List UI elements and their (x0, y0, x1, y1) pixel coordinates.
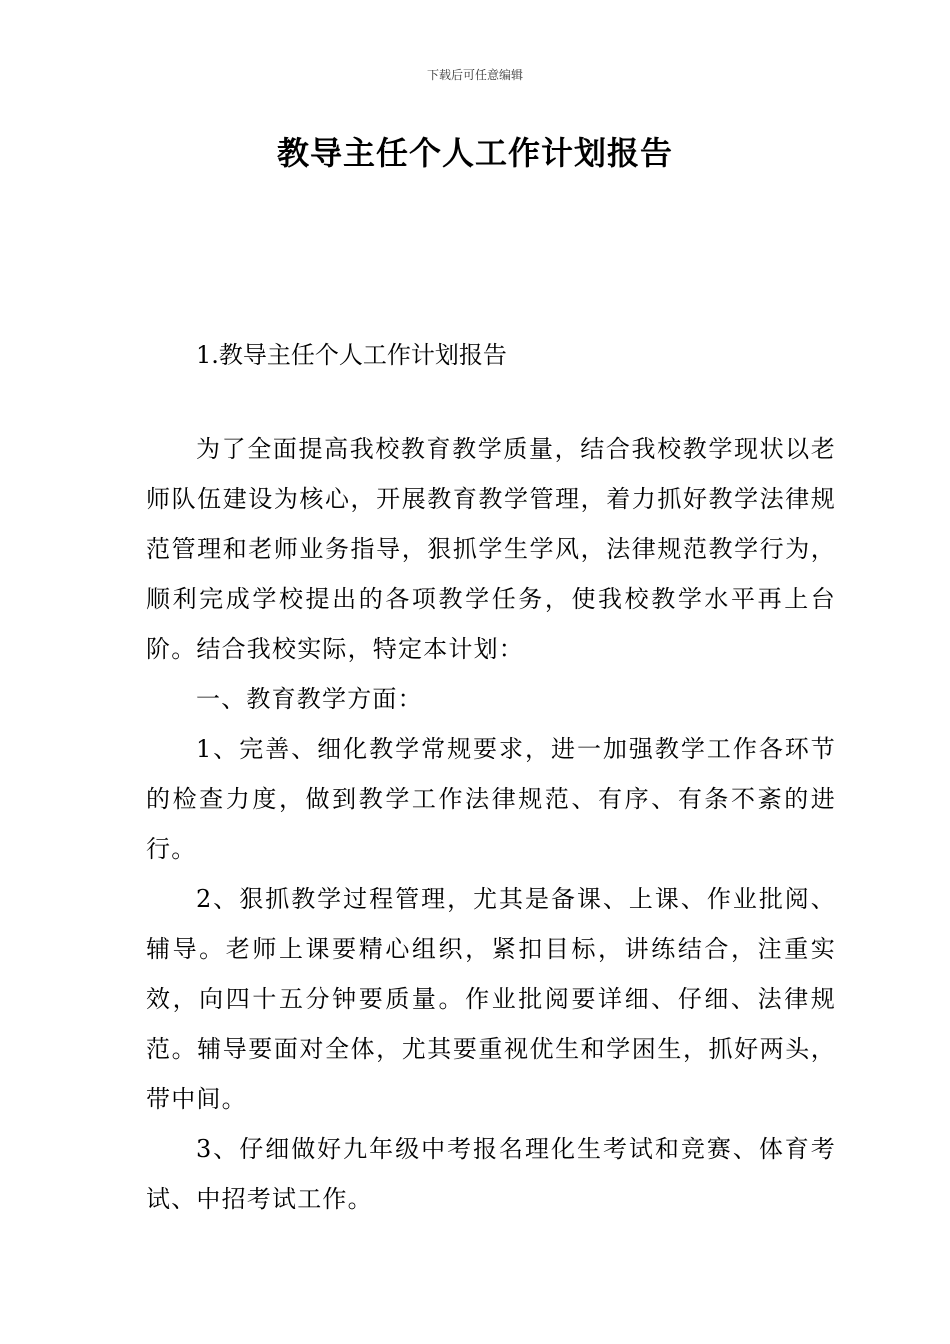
document-body (146, 424, 836, 1224)
document-title: 教导主任个人工作计划报告 (276, 134, 673, 172)
paragraph-intro: 为了全面提高我校教育教学质量，结合我校教学现状以老师队伍建设为核心，开展教育教学管理，着力抓好教学法律规范管理和老师业务指导，狠抓学生学风，法律规范教学行为，顺利完成学校提出的各项教学任务，使我校教学水平再上台阶。结合我校实际，特定本计划： (146, 435, 836, 663)
paragraph-section-heading: 一、教育教学方面： (196, 685, 423, 713)
paragraph-item-3: 3、仔细做好九年级中考报名理化生考试和竞赛、体育考试、中招考试工作。 (146, 1135, 836, 1213)
paragraph-item-1: 1、完善、细化教学常规要求，进一加强教学工作各环节的检查力度，做到教学工作法律规范、有序、有条不紊的进行。 (146, 735, 836, 863)
page-header-note: 下载后可任意编辑 (426, 68, 523, 82)
section-subheading: 1.教导主任个人工作计划报告 (196, 341, 507, 369)
paragraph-item-2: 2、狠抓教学过程管理，尤其是备课、上课、作业批阅、辅导。老师上课要精心组织，紧扣目标，讲练结合，注重实效，向四十五分钟要质量。作业批阅要详细、仔细、法律规范。辅导要面对全体，尤其要重视优生和学困生，抓好两头，带中间。 (146, 885, 836, 1113)
